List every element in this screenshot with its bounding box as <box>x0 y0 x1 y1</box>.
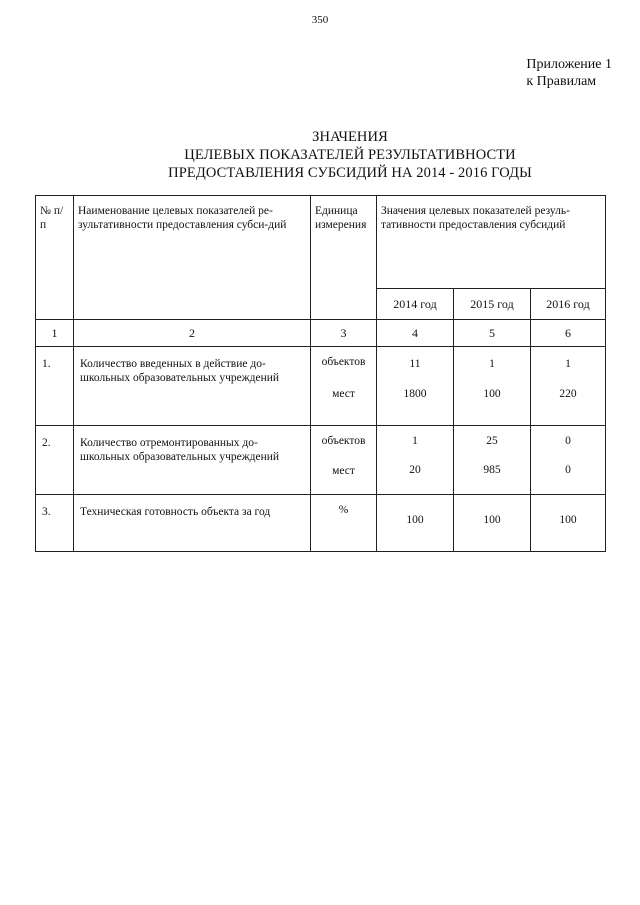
row-1-2015 <box>454 347 531 426</box>
col-num-6: 6 <box>531 320 606 347</box>
table-row <box>36 495 606 552</box>
row-3-2015 <box>454 495 531 552</box>
year-2016: 2016 год <box>531 289 606 320</box>
indicators-table <box>35 195 606 552</box>
row-3-num: 3. <box>36 495 74 552</box>
row-3-unit-percent: % <box>338 504 349 516</box>
row-1-unit-places: мест <box>332 388 355 400</box>
row-3-2014 <box>377 495 454 552</box>
row-1-2015-places: 100 <box>483 388 501 400</box>
year-2015: 2015 год <box>454 289 531 320</box>
row-2-2014-places: 20 <box>409 464 421 476</box>
col-num-3: 3 <box>311 320 377 347</box>
row-2-2014-objects: 1 <box>412 435 418 447</box>
row-2-2015-objects: 25 <box>486 435 498 447</box>
col-num-5: 5 <box>454 320 531 347</box>
row-2-2016 <box>531 426 606 495</box>
row-1-2015-objects: 1 <box>489 358 495 370</box>
row-1-unit-objects: объектов <box>321 356 366 368</box>
appendix-line-1: Приложение 1 <box>526 57 612 72</box>
row-3-unit <box>311 495 377 552</box>
table-header-row <box>36 196 606 289</box>
header-name: Наименование целевых показателей ре-зультативности предоставления субси-дий <box>74 196 311 320</box>
row-1-name: Количество введенных в действие до-школьных образовательных учреждений <box>74 347 311 426</box>
appendix-note <box>526 56 612 90</box>
col-num-1: 1 <box>36 320 74 347</box>
title-line-2: ЦЕЛЕВЫХ ПОКАЗАТЕЛЕЙ РЕЗУЛЬТАТИВНОСТИ <box>184 147 516 163</box>
row-1-2016 <box>531 347 606 426</box>
row-3-2016-value: 100 <box>559 514 577 526</box>
col-num-4: 4 <box>377 320 454 347</box>
row-2-2015-places: 985 <box>483 464 501 476</box>
header-values: Значения целевых показателей резуль-тативности предоставления субсидий <box>377 196 606 289</box>
row-1-2016-places: 220 <box>559 388 577 400</box>
title-line-1: ЗНАЧЕНИЯ <box>312 129 388 145</box>
table-row <box>36 347 606 426</box>
row-1-2014-objects: 11 <box>409 358 421 370</box>
row-1-num: 1. <box>36 347 74 426</box>
row-2-name: Количество отремонтированных до-школьных образовательных учреждений <box>74 426 311 495</box>
header-num: № п/п <box>36 196 74 320</box>
row-2-unit <box>311 426 377 495</box>
row-3-name: Техническая готовность объекта за год <box>74 495 311 552</box>
row-2-2016-places: 0 <box>565 464 571 476</box>
row-2-2015 <box>454 426 531 495</box>
column-numbers-row <box>36 320 606 347</box>
col-num-2: 2 <box>74 320 311 347</box>
row-3-2014-value: 100 <box>406 514 424 526</box>
row-2-unit-objects: объектов <box>321 435 366 447</box>
table-row <box>36 426 606 495</box>
title-line-3: ПРЕДОСТАВЛЕНИЯ СУБСИДИЙ НА 2014 - 2016 ГОДЫ <box>168 165 532 181</box>
row-1-2016-objects: 1 <box>565 358 571 370</box>
row-3-2015-value: 100 <box>483 514 501 526</box>
row-1-unit <box>311 347 377 426</box>
year-2014: 2014 год <box>377 289 454 320</box>
row-2-num: 2. <box>36 426 74 495</box>
row-2-unit-places: мест <box>332 465 355 477</box>
row-1-2014 <box>377 347 454 426</box>
header-unit: Единица измерения <box>311 196 377 320</box>
page-number: 350 <box>311 14 329 26</box>
document-title <box>0 128 640 182</box>
row-2-2014 <box>377 426 454 495</box>
appendix-line-2: к Правилам <box>526 74 597 89</box>
row-3-2016 <box>531 495 606 552</box>
row-2-2016-objects: 0 <box>565 435 571 447</box>
row-1-2014-places: 1800 <box>403 388 427 400</box>
